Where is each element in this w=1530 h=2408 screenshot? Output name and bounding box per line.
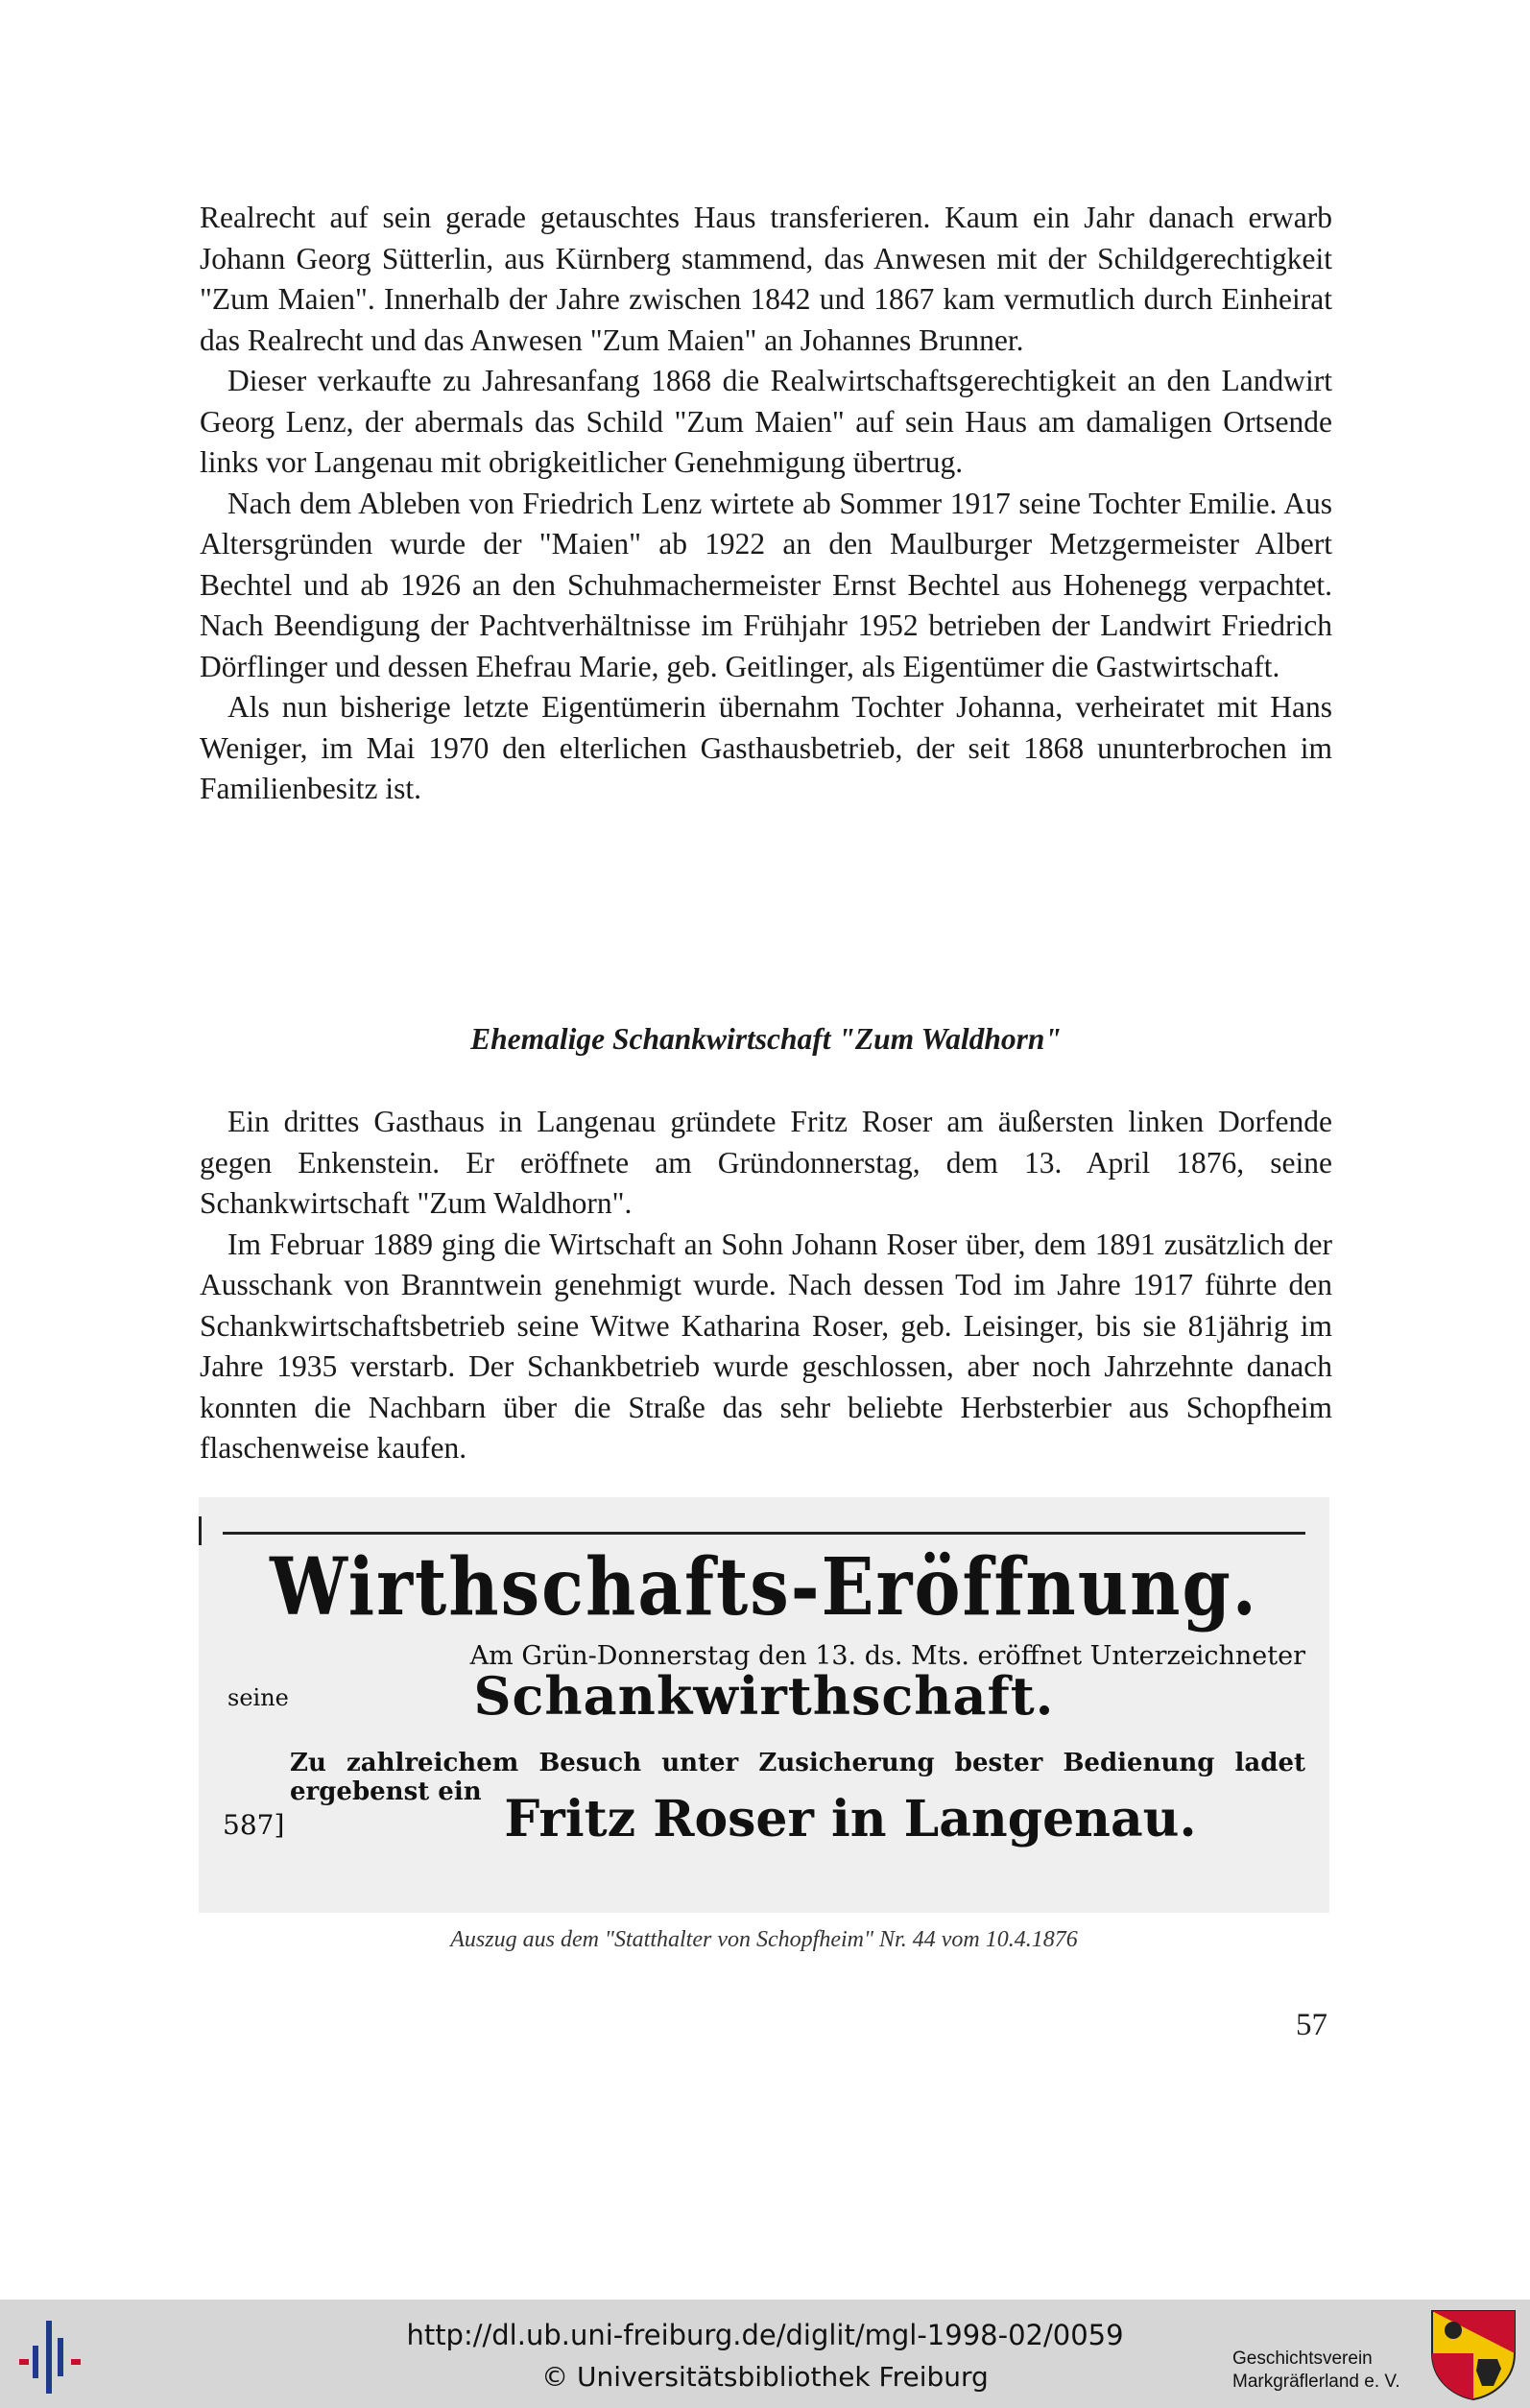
paragraph: Nach dem Ableben von Friedrich Lenz wirtete ab Sommer 1917 seine Tochter Emilie. Aus Altersgründen wurde der "Maien" ab 1922 an den Maulburger Metzgermeister Albert Bechtel und ab 1926 an den Schuhmachermeister Ernst Bechtel aus Hohenegg verpachtet. Nach Beendigung der Pachtverhältnisse im Frühjahr 1952 betrieben der Landwirt Friedrich Dörflinger und dessen Ehefrau Marie, geb. Geitlinger, als Eigentümer die Gastwirtschaft.	[200, 486, 1332, 683]
clipping-rule	[223, 1532, 1305, 1535]
clipping-invitation: Zu zahlreichem Besuch unter Zusicherung bester Bedienung ladet ergebenst ein	[290, 1749, 1305, 1806]
clipping-announcement: Am Grün-Donnerstag den 13. ds. Mts. eröffnet Unterzeichneter	[469, 1641, 1305, 1671]
footer-bar	[0, 2300, 1530, 2408]
paragraph: Im Februar 1889 ging die Wirtschaft an Sohn Johann Roser über, dem 1891 zusätzlich der Ausschank von Branntwein genehmigt wurde. Nach dessen Tod im Jahre 1917 führte den Schankwirtschaftsbetrieb seine Witwe Katharina Roser, geb. Leisinger, bis sie 81jährig im Jahre 1935 verstarb. Der Schankbetrieb wurde geschlossen, aber noch Jahrzehnte danach konnten die Nachbarn über die Straße das sehr beliebte Herbsterbier aus Schopfheim flaschenweise kaufen.	[200, 1227, 1332, 1465]
figure-caption: Auszug aus dem "Statthalter von Schopfheim" Nr. 44 vom 10.4.1876	[450, 1927, 1078, 1952]
society-name	[1232, 2348, 1415, 2394]
paragraph: Realrecht auf sein gerade getauschtes Haus transferieren. Kaum ein Jahr danach erwarb Johann Georg Sütterlin, aus Kürnberg stammend, das Anwesen mit der Schildgerechtigkeit "Zum Maien". Innerhalb der Jahre zwischen 1842 und 1867 kam vermutlich durch Einheirat das Realrecht und das Anwesen "Zum Maien" an Johannes Brunner.	[200, 201, 1332, 357]
clipping-number: 587]	[223, 1809, 285, 1841]
clipping-name: Fritz Roser in Langenau.	[504, 1790, 1197, 1848]
copyright-notice: © Universitätsbibliothek Freiburg	[541, 2361, 989, 2393]
document-url[interactable]: http://dl.ub.uni-freiburg.de/diglit/mgl-1998-02/0059	[406, 2319, 1124, 2351]
society-name-line2: Markgräflerland e. V.	[1232, 2372, 1400, 2392]
clipping-title: Wirthschafts-Eröffnung.	[270, 1538, 1258, 1633]
paragraph: Ein drittes Gasthaus in Langenau gründete Fritz Roser am äußersten linken Dorfende gegen Enkenstein. Er eröffnete am Gründonnerstag, dem 13. April 1876, seine Schankwirtschaft "Zum Waldhorn".	[200, 1105, 1332, 1220]
paragraph: Als nun bisherige letzte Eigentümerin übernahm Tochter Johanna, verheiratet mit Hans Weniger, im Mai 1970 den elterlichen Gasthausbetrieb, der seit 1868 ununterbrochen im Familienbesitz ist.	[200, 690, 1332, 805]
page-number: 57	[1296, 2008, 1327, 2042]
paragraph: Dieser verkaufte zu Jahresanfang 1868 die Realwirtschaftsgerechtigkeit an den Landwirt Georg Lenz, der abermals das Schild "Zum Maien" auf sein Haus am damaligen Ortsende links vor Langenau mit obrigkeitlicher Genehmigung übertrug.	[200, 364, 1332, 479]
clipping-subtitle: Schankwirthschaft.	[473, 1665, 1055, 1727]
section-text	[200, 1102, 1332, 1469]
newspaper-clipping	[199, 1497, 1329, 1913]
coat-of-arms-icon[interactable]	[1430, 2309, 1517, 2401]
clipping-seine: seine	[227, 1684, 289, 1711]
section-heading: Ehemalige Schankwirtschaft "Zum Waldhorn"	[470, 1022, 1062, 1056]
society-name-line1: Geschichtsverein	[1232, 2348, 1373, 2369]
main-text	[200, 198, 1332, 810]
